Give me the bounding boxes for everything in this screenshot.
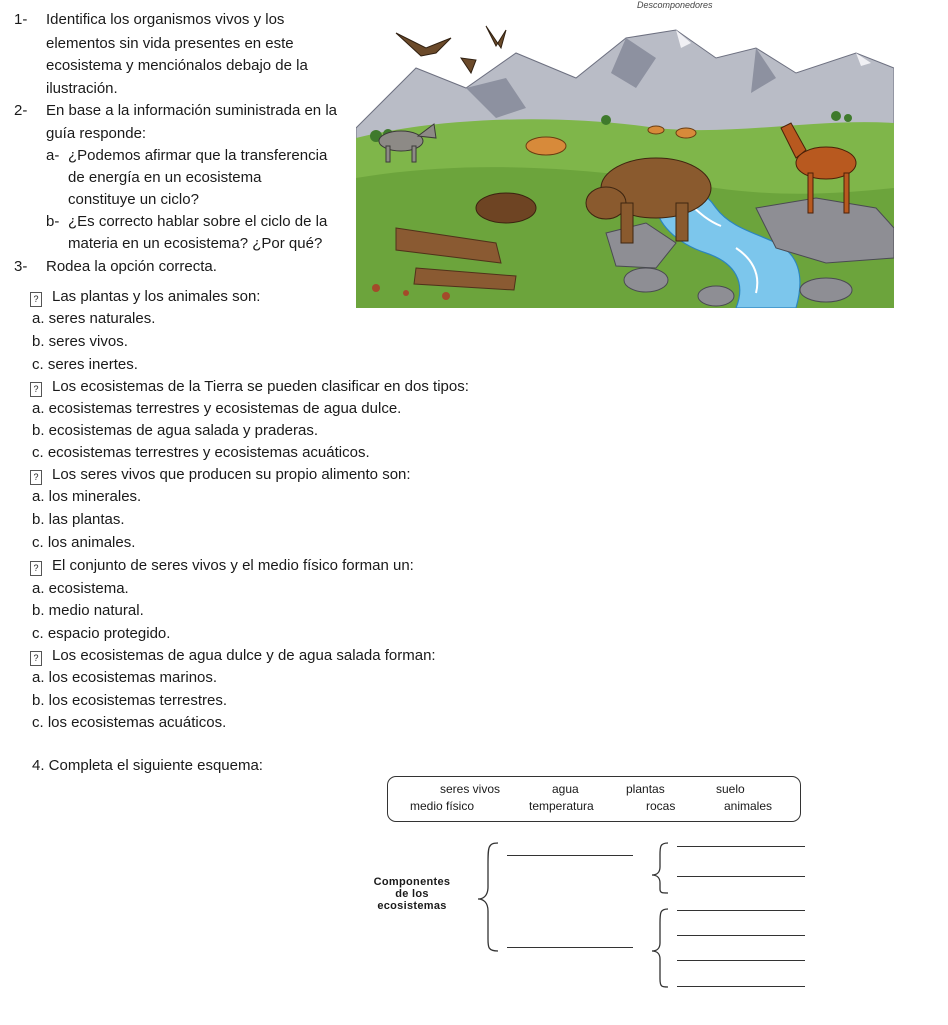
answer-blank[interactable]	[677, 910, 805, 911]
word-bank-item: seres vivos	[440, 782, 501, 796]
q2-b-line: ¿Es correcto hablar sobre el ciclo de la	[68, 213, 328, 230]
option-item[interactable]: b. ecosistemas de agua salada y praderas.	[32, 422, 319, 439]
corner-label: Descomponedores	[637, 0, 713, 10]
q2-a-letter: a-	[46, 147, 60, 164]
q3-number: 3-	[14, 258, 28, 275]
word-bank-item: agua	[552, 782, 579, 796]
option-item[interactable]: b. medio natural.	[32, 602, 144, 619]
q2-line: guía responde:	[46, 125, 147, 142]
q2-line: En base a la información suministrada en la	[46, 102, 337, 119]
option-item[interactable]: a. los minerales.	[32, 488, 142, 505]
option-item[interactable]: b. seres vivos.	[32, 333, 128, 350]
option-item[interactable]: a. ecosistema.	[32, 580, 129, 597]
answer-blank[interactable]	[677, 960, 805, 961]
option-item[interactable]: c. espacio protegido.	[32, 625, 171, 642]
q2-number: 2-	[14, 102, 28, 119]
q3-item-question: ? Los seres vivos que producen su propio alimento son:	[30, 465, 411, 485]
q4-title: 4. Completa el siguiente esquema:	[32, 757, 263, 774]
word-bank-item: temperatura	[529, 799, 594, 813]
option-item[interactable]: c. ecosistemas terrestres y ecosistemas acuáticos.	[32, 444, 370, 461]
answer-blank[interactable]	[677, 846, 805, 847]
q3-item-question: ? Los ecosistemas de la Tierra se pueden clasificar en dos tipos:	[30, 377, 469, 397]
q2-a-line: constituye un ciclo?	[68, 191, 199, 208]
word-bank-item: suelo	[716, 782, 745, 796]
q3-item-question: ? Las plantas y los animales son:	[30, 287, 260, 307]
word-bank-item: plantas	[626, 782, 665, 796]
option-item[interactable]: c. seres inertes.	[32, 356, 138, 373]
q1-line: elementos sin vida presentes en este	[46, 35, 294, 52]
q2-a-line: ¿Podemos afirmar que la transferencia	[68, 147, 328, 164]
answer-blank[interactable]	[677, 935, 805, 936]
q3-item-question: ? El conjunto de seres vivos y el medio físico forman un:	[30, 556, 414, 576]
q1-number: 1-	[14, 11, 28, 28]
word-bank-item: medio físico	[410, 799, 475, 813]
q3-title: Rodea la opción correcta.	[46, 258, 217, 275]
q2-b-line: materia en un ecosistema? ¿Por qué?	[68, 235, 323, 252]
q1-line: ilustración.	[46, 80, 118, 97]
answer-blank[interactable]	[677, 986, 805, 987]
scheme-root-label: Componentes de los ecosistemas	[373, 876, 451, 912]
missing-glyph-icon: ?	[30, 470, 42, 485]
scheme-braces	[470, 835, 830, 995]
word-bank	[387, 776, 801, 822]
option-item[interactable]: a. los ecosistemas marinos.	[32, 669, 218, 686]
q3-item-question: ? Los ecosistemas de agua dulce y de agua salada forman:	[30, 646, 436, 666]
missing-glyph-icon: ?	[30, 382, 42, 397]
answer-blank[interactable]	[507, 947, 633, 948]
option-item[interactable]: b. las plantas.	[32, 511, 125, 528]
q2-a-line: de energía en un ecosistema	[68, 169, 262, 186]
answer-blank[interactable]	[677, 876, 805, 877]
option-item[interactable]: c. los ecosistemas acuáticos.	[32, 714, 227, 731]
missing-glyph-icon: ?	[30, 651, 42, 666]
q1-line: ecosistema y menciónalos debajo de la	[46, 57, 308, 74]
answer-blank[interactable]	[507, 855, 633, 856]
q1-line: Identifica los organismos vivos y los	[46, 11, 285, 28]
missing-glyph-icon: ?	[30, 292, 42, 307]
word-bank-item: rocas	[646, 799, 676, 813]
option-item[interactable]: a. seres naturales.	[32, 310, 156, 327]
ecosystem-illustration	[356, 18, 894, 308]
word-bank-item: animales	[724, 799, 773, 813]
missing-glyph-icon: ?	[30, 561, 42, 576]
option-item[interactable]: c. los animales.	[32, 534, 136, 551]
option-item[interactable]: a. ecosistemas terrestres y ecosistemas de agua dulce.	[32, 400, 402, 417]
option-item[interactable]: b. los ecosistemas terrestres.	[32, 692, 228, 709]
q2-b-letter: b-	[46, 213, 60, 230]
